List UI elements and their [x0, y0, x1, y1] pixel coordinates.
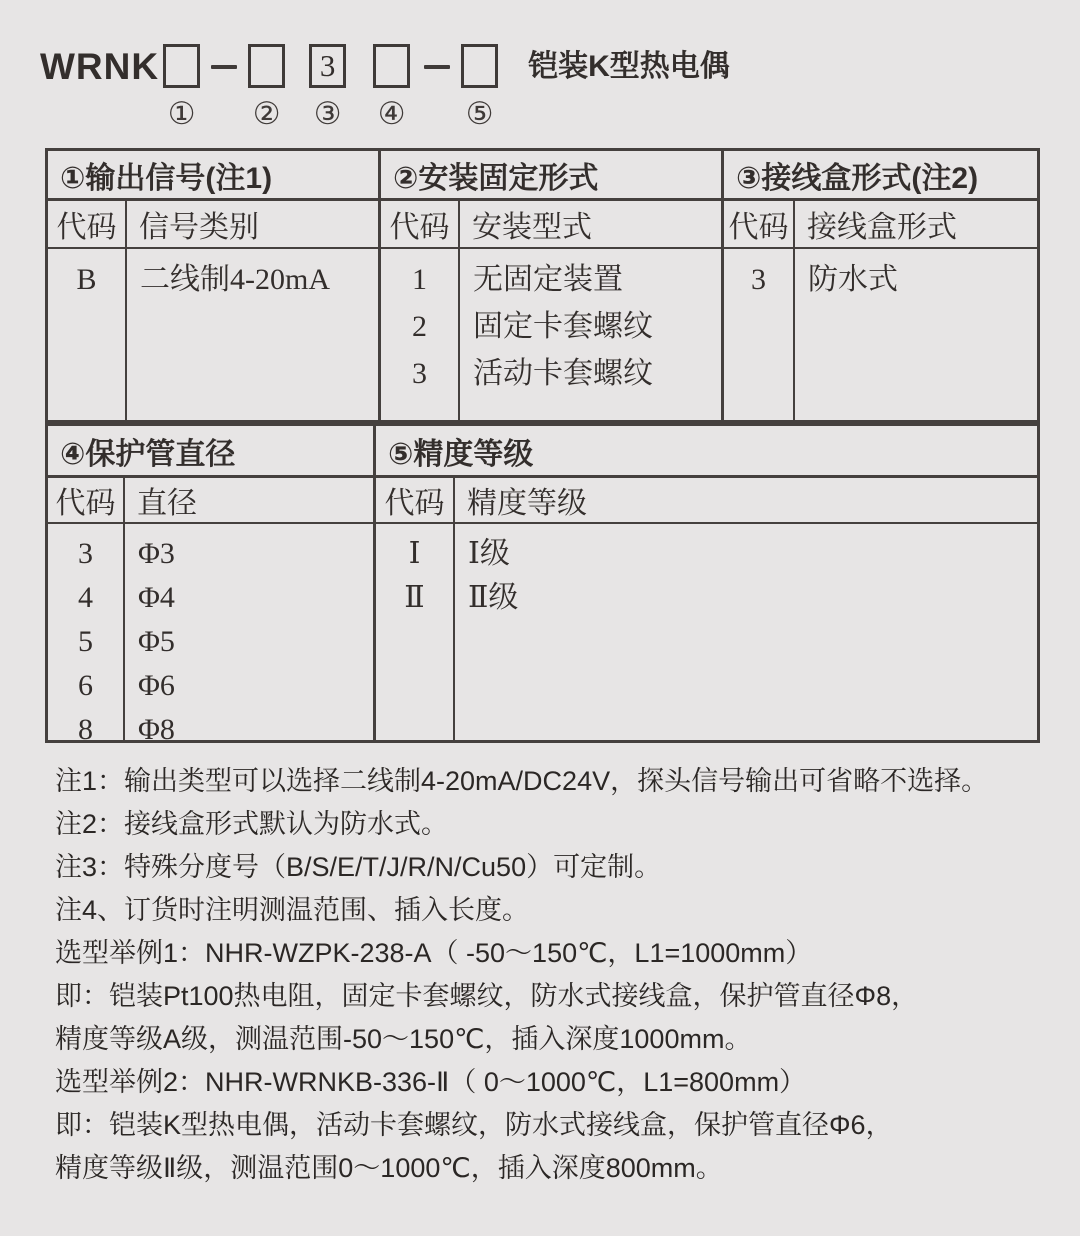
section-5-code-column: [373, 524, 453, 740]
code-slot-4: [373, 44, 410, 130]
label-value: Ⅰ级: [468, 537, 510, 570]
label-value: Ⅱ级: [468, 581, 519, 614]
note-2: 注2：接线盒形式默认为防水式。: [55, 809, 449, 839]
code-slot-3: [309, 44, 346, 130]
circled-number-4: ④: [377, 96, 406, 132]
example-1-title: 选型举例1：NHR-WZPK-238-A（ -50～150℃，L1=1000mm）: [55, 938, 813, 968]
code-box-5: [461, 44, 498, 88]
label-value: 二线制4-20mA: [140, 263, 330, 296]
section-3-title: ③接线盒形式(注2): [721, 151, 1037, 201]
section-2-label-header: 安装型式: [458, 201, 721, 249]
section-4-code-column: [48, 524, 123, 740]
code-value: 3: [751, 263, 766, 296]
section-4-label-column: [123, 524, 373, 740]
example-2-detail-line-2: 精度等级Ⅱ级，测温范围0～1000℃，插入深度800mm。: [55, 1153, 723, 1183]
code-slot-1: [163, 44, 200, 130]
model-prefix: WRNK: [40, 46, 160, 87]
circled-number-3: ③: [313, 96, 342, 132]
code-value: 2: [412, 310, 427, 343]
code-value: 4: [78, 581, 93, 614]
section-1-code-header: 代码: [48, 201, 125, 249]
code-value: 3: [78, 537, 93, 570]
dash-separator-icon: [211, 65, 237, 69]
example-1-detail-line-2: 精度等级A级，测温范围-50～150℃，插入深度1000mm。: [55, 1024, 752, 1054]
label-value: 无固定装置: [473, 263, 623, 296]
label-value: Φ8: [138, 713, 175, 740]
label-value: Φ5: [138, 625, 175, 658]
section-2-code-column: [378, 249, 458, 420]
dash-separator-icon: [424, 65, 450, 69]
note-4: 注4、订货时注明测温范围、插入长度。: [55, 895, 530, 925]
code-value: 8: [78, 713, 93, 740]
code-box-1: [163, 44, 200, 88]
section-3-label-column: [793, 249, 1037, 420]
circled-number-2: ②: [252, 96, 281, 132]
label-value: Φ4: [138, 581, 175, 614]
label-value: 防水式: [808, 263, 898, 296]
selection-table-bottom: [45, 423, 1040, 743]
section-4-code-header: 代码: [48, 478, 123, 524]
example-2-detail-line-1: 即：铠装K型热电偶，活动卡套螺纹，防水式接线盒，保护管直径Φ6，: [55, 1110, 893, 1140]
section-2-label-column: [458, 249, 721, 420]
code-value: B: [76, 263, 97, 296]
section-1-title: ①输出信号(注1): [48, 151, 378, 201]
product-name: 铠装K型热电偶: [528, 50, 730, 83]
section-2-code-header: 代码: [378, 201, 458, 249]
section-4-label-header: 直径: [123, 478, 373, 524]
section-3-label-header: 接线盒形式: [793, 201, 1037, 249]
label-value: Φ3: [138, 537, 175, 570]
example-1-detail-line-1: 即：铠装Pt100热电阻，固定卡套螺纹，防水式接线盒，保护管直径Φ8，: [55, 981, 919, 1011]
code-value: Ⅱ: [404, 581, 425, 614]
code-value: 3: [412, 357, 427, 390]
section-5-title: ⑤精度等级: [373, 426, 1037, 478]
section-3-code-column: [721, 249, 793, 420]
notes-block: [55, 760, 1055, 1190]
model-code-row: [40, 44, 730, 130]
example-2-title: 选型举例2：NHR-WRNKB-336-Ⅱ（ 0～1000℃，L1=800mm）: [55, 1067, 807, 1097]
section-5-label-column: [453, 524, 1037, 740]
label-value: Φ6: [138, 669, 175, 702]
circled-number-5: ⑤: [465, 96, 494, 132]
label-value: 活动卡套螺纹: [473, 357, 653, 390]
section-3-code-header: 代码: [721, 201, 793, 249]
section-5-code-header: 代码: [373, 478, 453, 524]
selection-table-top: [45, 148, 1040, 423]
code-value: 1: [412, 263, 427, 296]
section-1-label-column: [125, 249, 378, 420]
code-box-3: 3: [309, 44, 346, 88]
note-3: 注3：特殊分度号（B/S/E/T/J/R/N/Cu50）可定制。: [55, 852, 662, 882]
code-slot-5: [461, 44, 498, 130]
section-1-code-column: [48, 249, 125, 420]
section-1-label-header: 信号类别: [125, 201, 378, 249]
label-value: 固定卡套螺纹: [473, 310, 653, 343]
code-value: Ⅰ: [408, 537, 421, 570]
section-4-title: ④保护管直径: [48, 426, 373, 478]
code-box-4: [373, 44, 410, 88]
code-box-2: [248, 44, 285, 88]
section-5-label-header: 精度等级: [453, 478, 1037, 524]
code-slot-2: [248, 44, 285, 130]
circled-number-1: ①: [167, 96, 196, 132]
section-2-title: ②安装固定形式: [378, 151, 721, 201]
note-1: 注1：输出类型可以选择二线制4-20mA/DC24V，探头信号输出可省略不选择。: [55, 766, 989, 796]
code-value: 5: [78, 625, 93, 658]
code-value: 6: [78, 669, 93, 702]
